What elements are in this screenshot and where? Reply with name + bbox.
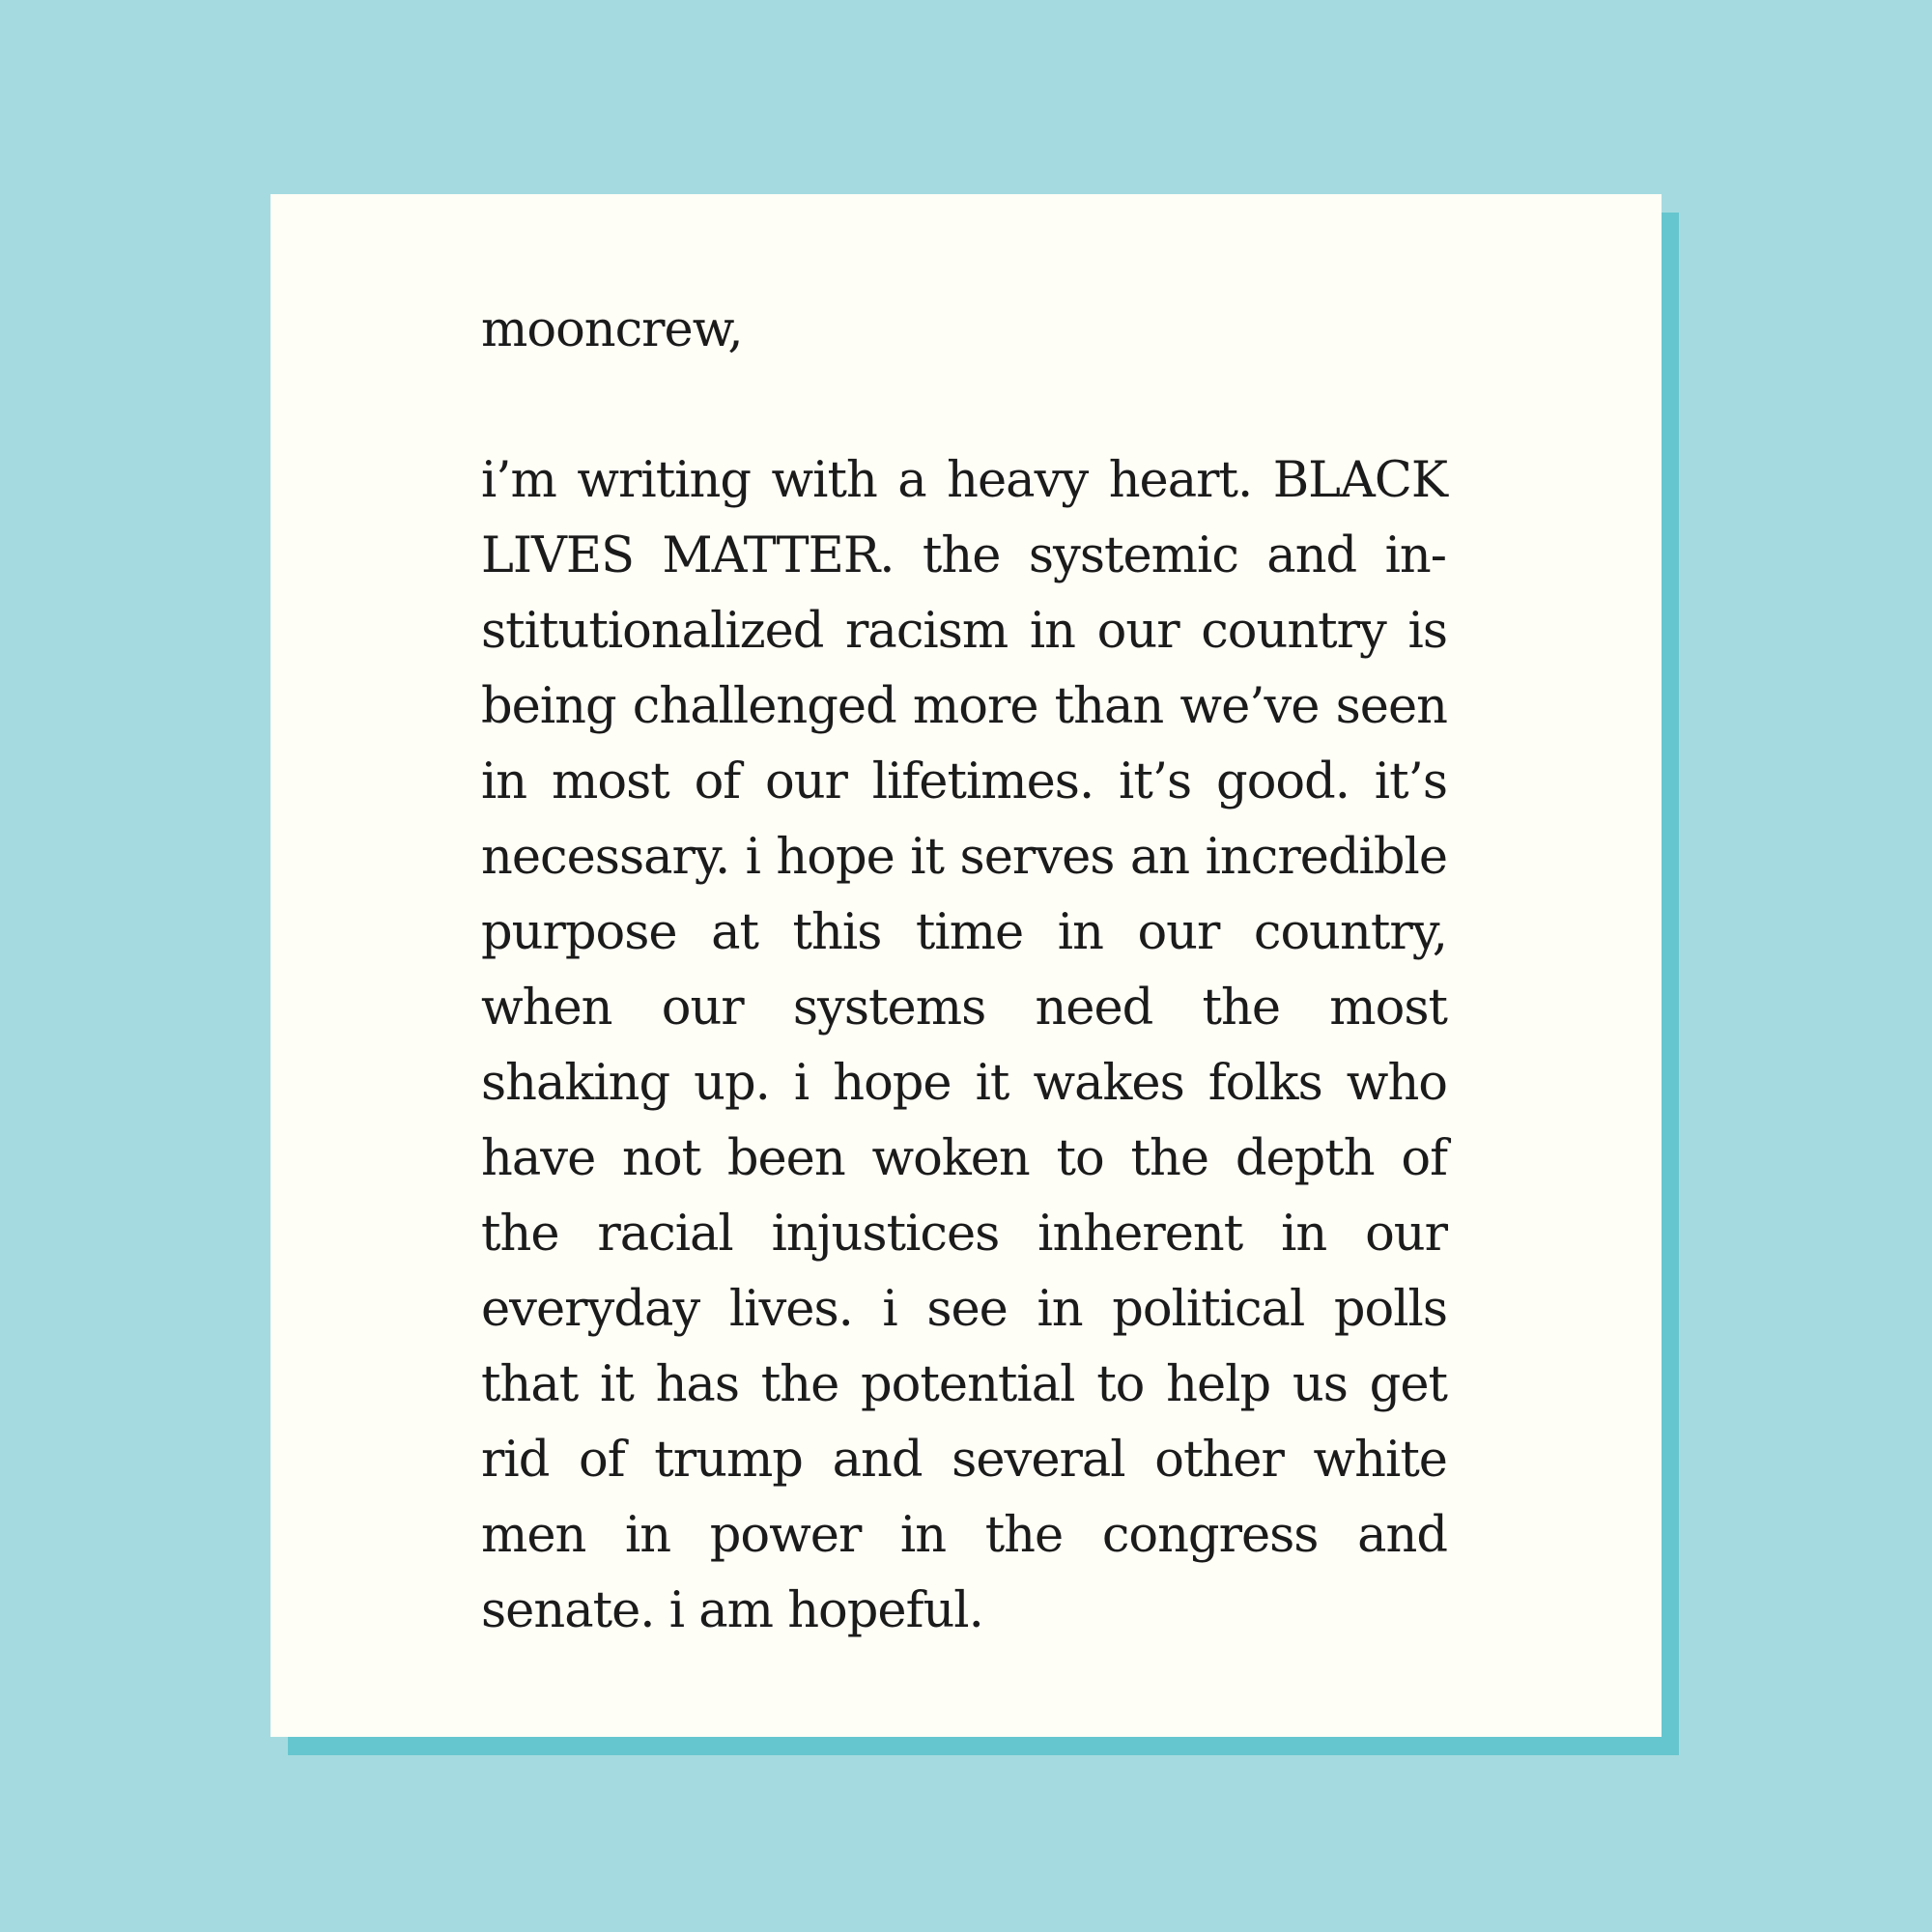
letter-greeting: mooncrew, <box>481 301 743 358</box>
letter-body: i’m writing with a heavy heart. BLACK LIVES MATTER. the systemic and institutionalized racism in our country is being challenged more than we’ve seen in most of our lifetimes. it’s good. it’s necessary. i hope it serves an incredible purpose at this time in our country, when our systems need the most shaking up. i hope it wakes folks who have not been woken to the depth of the racial injustices inherent in our everyday lives. i see in political polls that it has the potential to help us get rid of trump and several other white men in power in the congress and senate. i am hopeful. <box>481 452 1447 1639</box>
letter-card <box>270 194 1662 1737</box>
letter-content <box>481 293 1447 1649</box>
